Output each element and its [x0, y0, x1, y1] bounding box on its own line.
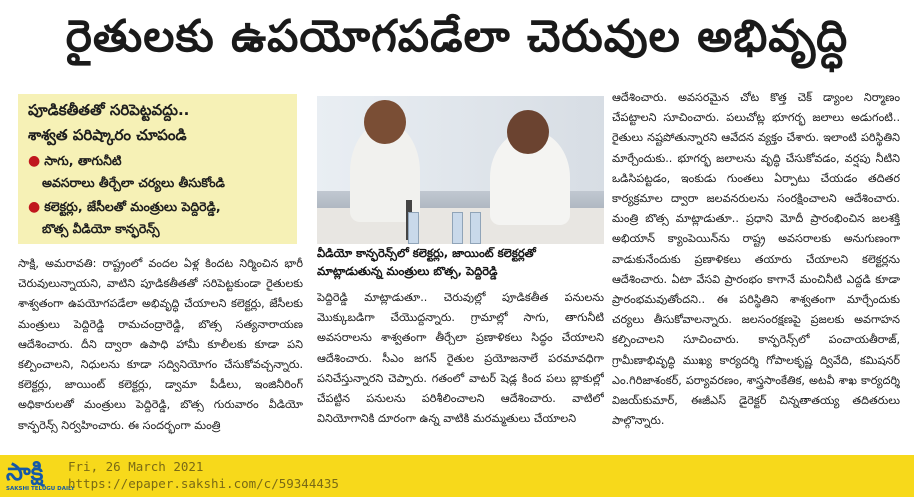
logo-subtitle: SAKSHI TELUGU DAILY [6, 486, 75, 492]
footer-url[interactable]: https://epaper.sakshi.com/c/59344435 [68, 476, 339, 491]
water-bottle [408, 212, 419, 244]
minister-right-head [507, 110, 549, 154]
sakshi-logo[interactable]: సాక్షి [6, 458, 44, 486]
column-2-text: పెద్దిరెడ్డి మాట్లాడుతూ.. చెరువుల్లో పూడికతీత పనులను మొక్కుబడిగా చేయొద్దన్నారు. గ్రామాల్లో సాగు, తాగునీటి అవసరాలను శాశ్వతంగా తీర్చేలా ప్రణాళికలు సిద్ధం చేయాలని ఆదేశించారు. సీఎం జగన్ రైతుల ప్రయోజనాలే పరమావధిగా పనిచేస్తున్నారని చెప్పారు. గతంలో వాటర్ షెడ్ల కింద పలు బ్లాకుల్లో చేపట్టిన పనులను పరిశీలించాలని ఆదేశించారు. వాటిలో వినియోగానికి దూరంగా ఉన్న వాటికి మరమ్మతులు చేయాలని [317, 291, 604, 426]
column-3-text: ఆదేశించారు. అవసరమైన చోట కొత్త చెక్ డ్యాంల నిర్మాణం చేపట్టాలని సూచించారు. పలుచోట్ల భూగర్భ జలాలు అడుగంటి.. రైతులు నష్టపోతున్నారని ఆవేదన వ్యక్తం చేశారు. ఇలాంటి పరిస్థితిని మార్చేందుకు.. భూగర్భ జలాలను వృద్ధి చేసుకోవడం, వర్షపు నీటిని ఒడిసిపట్టడం, ఇంకుడు గుంతలు ఏర్పాటు చేయడం తదితర కార్యక్రమాల ద్వారా జలవనరులను సంరక్షించాలని ఆదేశించారు. మంత్రి బొత్స మాట్లాడుతూ.. ప్రధాని మోదీ ప్రారంభించిన జలశక్తి అభియాన్ క్యాంపెయిన్‌ను రాష్ట్ర అవసరాలకు అనుగుణంగా వాడుకునేందుకు ప్రణాళికలు తయారు చేయాలని కలెక్టర్లను ఆదేశించారు. ఏటా వేసవి ప్రారంభం కాగానే మంచినీటి ఎద్దడి కూడా ప్రారంభమవుతోందని.. ఈ పరిస్థితిని శాశ్వతంగా మార్చేందుకు చర్యలు తీసుకోవాలన్నారు. జలసంరక్షణపై ప్రజలకు అవగాహన కల్పించాలని సూచించారు. కాన్ఫరెన్స్‌లో పంచాయతీరాజ్, గ్రామీణాభివృద్ధి ముఖ్య కార్యదర్శి గోపాలకృష్ణ ద్వివేది, కమిషనర్ ఎం.గిరిజాశంకర్, పర్యావరణం, శాస్త్రసాంకేతిక, అటవీ శాఖ కార్యదర్శి విజయ్‌కుమార్, ఈజీఎస్ డైరెక్టర్ చిన్నతాతయ్య తదితరులు పాల్గొన్నారు. [612, 91, 900, 428]
headline: రైతులకు ఉపయోగపడేలా చెరువుల అభివృద్ధి [65, 11, 849, 62]
bullet-1-text: సాగు, తాగునీటి [44, 153, 122, 168]
article-column-1 [18, 254, 303, 449]
photo-caption: వీడియో కాన్ఫరెన్స్‌లో కలెక్టర్లు, జాయింట్ కలెక్టర్లతో మాట్లాడుతున్న మంత్రులు బొత్స, పెద్దిరెడ్డి [317, 244, 604, 284]
column-1-text: సాక్షి, అమరావతి: రాష్ట్రంలో వందల ఏళ్ల కిందట నిర్మించిన భారీ చెరువులున్నాయని, వాటిని పూడికతీతతో సరిపెట్టకుండా రైతులకు శాశ్వతంగా ఉపయోగపడేలా అభివృద్ధి చేయాలని కలెక్టర్లు, జేసీలకు మంత్రులు పెద్దిరెడ్డి రామచంద్రారెడ్డి, బొత్స సత్యనారాయణ ఆదేశించారు. దీని ద్వారా ఉపాధి హామీ కూలీలకు కూడా పని కల్పించాలని, నిధులను కూడా సద్వినియోగం చేసుకోవచ్చన్నారు. కలెక్టర్లు, జాయింట్ కలెక్టర్లు, డ్వామా పీడీలు, ఇంజినీరింగ్ అధికారులతో మంత్రులు పెద్దిరెడ్డి, బొత్స గురువారం వీడియో కాన్ఫరెన్స్ నిర్వహించారు. ఈ సందర్భంగా మంత్రి [18, 257, 303, 432]
article-column-2 [317, 288, 604, 450]
minister-left-head [364, 100, 406, 144]
bullet-2-text: కలెక్టర్లు, జేసీలతో మంత్రులు పెద్దిరెడ్డి, [44, 199, 221, 214]
highlight-title-1: పూడికతీతతో సరిపెట్టవద్దు.. [28, 101, 190, 119]
highlight-bullet-1-cont: అవసరాలు తీర్చేలా చర్యలు తీసుకోండి [42, 175, 225, 190]
water-bottle [452, 212, 463, 244]
water-bottle [470, 212, 481, 244]
bullet-dot-icon: ● [28, 199, 41, 215]
footer-date: Fri, 26 March 2021 [68, 459, 204, 474]
highlight-bullet-2-cont: బొత్స వీడియో కాన్ఫరెన్స్ [42, 221, 160, 236]
article-column-3 [612, 88, 900, 450]
bullet-dot-icon: ● [28, 153, 41, 169]
highlight-bullet-2 [28, 199, 221, 218]
highlight-bullet-1 [28, 153, 122, 172]
highlight-title-2: శాశ్వత పరిష్కారం చూపండి [28, 126, 187, 144]
